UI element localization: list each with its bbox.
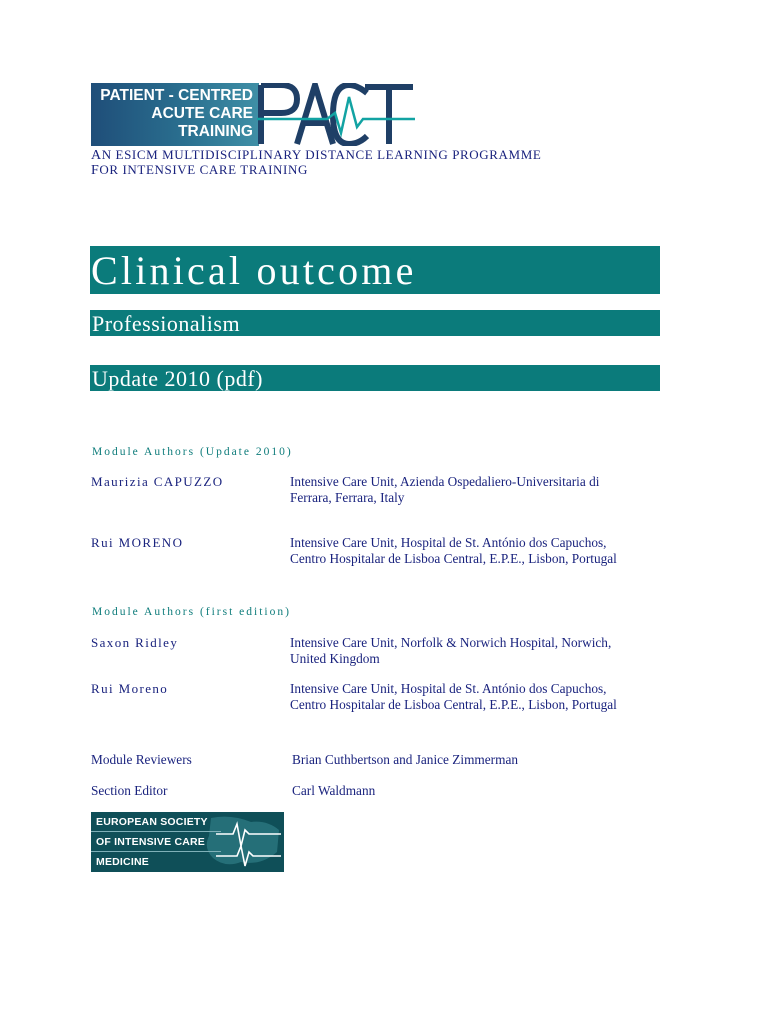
pact-logo-line1: PATIENT - CENTRED xyxy=(100,87,253,104)
update-banner xyxy=(90,365,660,391)
pact-logo-line2: ACUTE CARE xyxy=(151,105,253,122)
author-name: Saxon Ridley xyxy=(91,635,179,650)
document-title: Clinical outcome xyxy=(91,248,417,293)
programme-line-2: FOR INTENSIVE CARE TRAINING xyxy=(91,162,308,178)
reviewers-value: Brian Cuthbertson and Janice Zimmerman xyxy=(292,752,518,767)
author-name: Maurizia CAPUZZO xyxy=(91,474,224,489)
author-affiliation-line2: Ferrara, Ferrara, Italy xyxy=(290,490,405,505)
editor-value: Carl Waldmann xyxy=(292,783,376,798)
author-affiliation-line1: Intensive Care Unit, Hospital de St. António dos Capuchos, xyxy=(290,535,607,550)
author-affiliation-line2: United Kingdom xyxy=(290,651,380,666)
esicm-logo xyxy=(91,812,284,872)
author-affiliation-line1: Intensive Care Unit, Azienda Ospedaliero-Universitaria di xyxy=(290,474,600,489)
author-affiliation-line2: Centro Hospitalar de Lisboa Central, E.P.E., Lisbon, Portugal xyxy=(290,697,617,712)
update-label: Update 2010 (pdf) xyxy=(92,366,264,391)
subtitle-banner xyxy=(90,310,660,336)
author-name: Rui Moreno xyxy=(91,681,169,696)
pact-logo-line3: TRAINING xyxy=(178,123,253,140)
logo-divider xyxy=(91,831,221,832)
author-affiliation-line1: Intensive Care Unit, Norfolk & Norwich Hospital, Norwich, xyxy=(290,635,612,650)
authors-update-heading: Module Authors (Update 2010) xyxy=(92,446,293,458)
pact-logo xyxy=(91,83,415,146)
author-affiliation-line2: Centro Hospitalar de Lisboa Central, E.P.E., Lisbon, Portugal xyxy=(290,551,617,566)
author-affiliation-line1: Intensive Care Unit, Hospital de St. António dos Capuchos, xyxy=(290,681,607,696)
author-name: Rui MORENO xyxy=(91,535,184,550)
logo-divider xyxy=(91,851,221,852)
esicm-logo-line1: EUROPEAN SOCIETY xyxy=(96,816,208,828)
pact-logo-text-block xyxy=(91,83,259,146)
programme-line-1: AN ESICM MULTIDISCIPLINARY DISTANCE LEARNING PROGRAMME xyxy=(91,147,542,163)
reviewers-label: Module Reviewers xyxy=(91,752,192,767)
editor-label: Section Editor xyxy=(91,783,168,798)
pact-wordmark-icon xyxy=(257,83,415,146)
esicm-logo-line3: MEDICINE xyxy=(96,856,149,868)
authors-first-heading: Module Authors (first edition) xyxy=(92,606,291,618)
esicm-logo-line2: OF INTENSIVE CARE xyxy=(96,836,205,848)
document-subtitle: Professionalism xyxy=(92,311,241,336)
title-banner xyxy=(90,246,660,294)
